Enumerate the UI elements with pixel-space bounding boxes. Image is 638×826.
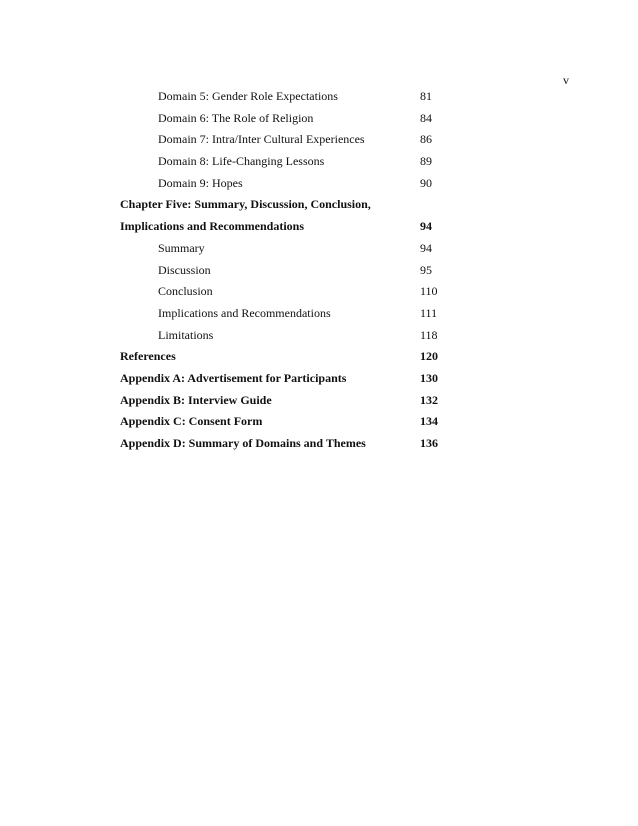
toc-entry-title: Implications and Recommendations	[120, 219, 305, 234]
table-of-contents	[120, 89, 460, 458]
toc-entry-title: Appendix C: Consent Form	[120, 414, 263, 429]
toc-entry	[120, 154, 460, 176]
page-number: v	[563, 73, 569, 87]
toc-entry-page: 134	[420, 414, 438, 429]
toc-entry-page: 132	[420, 392, 438, 407]
toc-entry	[120, 132, 460, 154]
toc-entry-title: Domain 9: Hopes	[158, 175, 243, 190]
toc-entry-page: 118	[420, 327, 438, 342]
toc-entry-title: Domain 5: Gender Role Expectations	[158, 89, 338, 103]
toc-entry	[120, 349, 460, 371]
toc-entry-page: 110	[420, 284, 438, 299]
toc-entry-page: 120	[420, 349, 438, 364]
toc-entry-title: Summary	[158, 240, 205, 255]
toc-entry-page: 86	[420, 132, 432, 147]
toc-entry	[120, 414, 460, 436]
toc-entry-page: 111	[420, 305, 438, 320]
toc-entry	[120, 284, 460, 306]
toc-entry-page: 130	[420, 370, 438, 385]
toc-entry	[120, 89, 460, 111]
toc-entry-page: 81	[420, 89, 432, 103]
toc-entry-page: 89	[420, 154, 432, 169]
toc-entry	[120, 371, 460, 393]
toc-entry-page: 136	[420, 436, 438, 450]
toc-entry	[120, 393, 460, 415]
toc-entry-page: 84	[420, 110, 432, 125]
toc-entry-title: References	[120, 349, 176, 364]
toc-entry	[120, 263, 460, 285]
toc-entry-page: 95	[420, 262, 432, 277]
toc-entry	[120, 306, 460, 328]
toc-entry	[120, 241, 460, 263]
toc-entry-title: Conclusion	[158, 284, 213, 299]
toc-entry-page: 94	[420, 219, 432, 234]
toc-entry-title: Domain 8: Life-Changing Lessons	[158, 154, 325, 169]
toc-entry-title: Appendix B: Interview Guide	[120, 392, 272, 407]
toc-entry-page: 90	[420, 175, 432, 190]
toc-entry	[120, 111, 460, 133]
toc-entry-title: Discussion	[158, 262, 211, 277]
toc-entry	[120, 328, 460, 350]
toc-entry-title: Limitations	[158, 327, 214, 342]
toc-entry-page: 94	[420, 240, 432, 255]
toc-entry-title: Domain 7: Intra/Inter Cultural Experiences	[158, 132, 365, 147]
toc-entry	[120, 436, 460, 458]
toc-entry-title: Domain 6: The Role of Religion	[158, 110, 314, 125]
toc-entry-title: Appendix A: Advertisement for Participants	[120, 370, 347, 385]
toc-entry	[120, 219, 460, 241]
toc-entry-title: Chapter Five: Summary, Discussion, Conclusion,	[120, 197, 371, 212]
toc-entry-title: Implications and Recommendations	[158, 305, 331, 320]
toc-entry-title: Appendix D: Summary of Domains and Themes	[120, 436, 366, 450]
toc-entry	[120, 197, 460, 219]
toc-entry	[120, 176, 460, 198]
